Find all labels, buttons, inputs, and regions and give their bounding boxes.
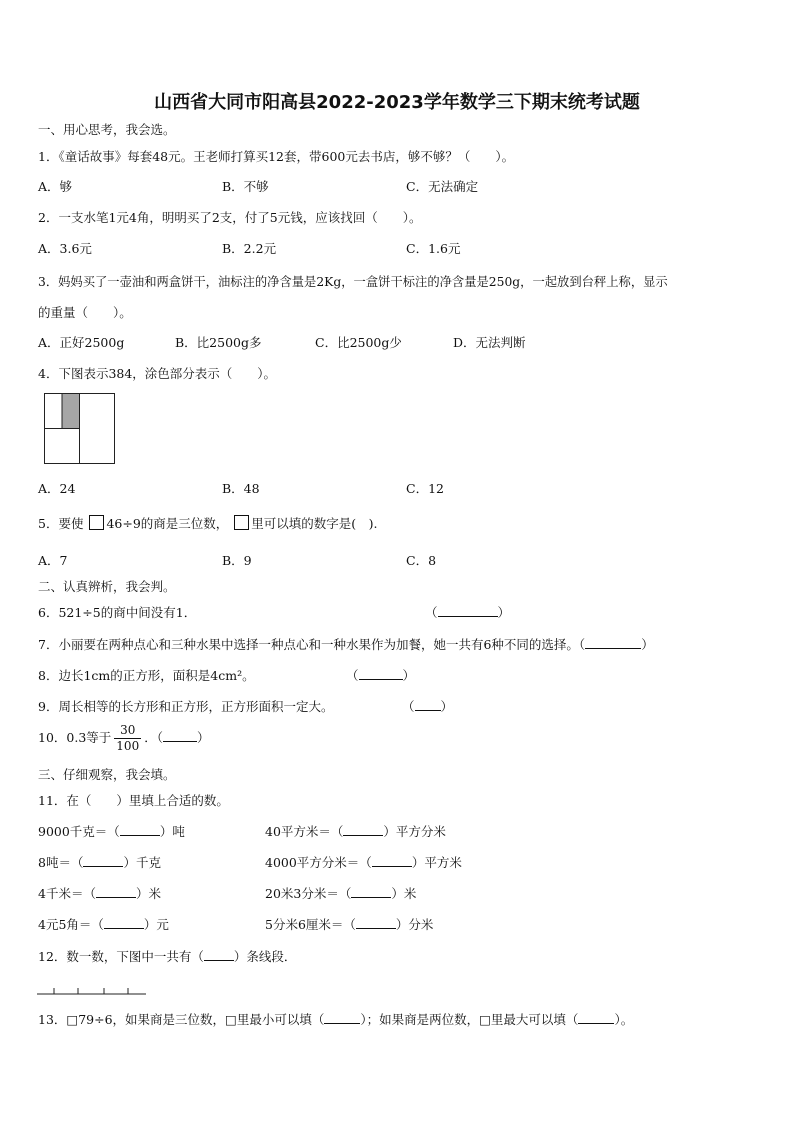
fraction: $\frac{30}{100}$	[116, 723, 140, 753]
section-3-heading: 三、仔细观察，我会填。	[38, 767, 176, 782]
blank-box[interactable]	[234, 515, 249, 530]
q13-blank-1[interactable]	[324, 1011, 360, 1024]
question-8: 8．边长1cm的正方形，面积是4cm²。	[38, 668, 255, 683]
q2-option-a[interactable]: A．3.6元	[38, 241, 92, 256]
q4-option-a[interactable]: A．24	[38, 481, 76, 496]
q1-option-b[interactable]: B．不够	[222, 179, 269, 194]
q1-option-c[interactable]: C．无法确定	[406, 179, 479, 194]
q3-option-a[interactable]: A．正好2500g	[38, 335, 125, 350]
q7-answer-blank[interactable]: （ ）	[578, 637, 654, 652]
q11-item: 4千米＝（ ）米	[38, 886, 161, 901]
q11-item: 4000平方分米＝（ ）平方米	[265, 855, 462, 870]
q3-option-d[interactable]: D．无法判断	[453, 335, 526, 350]
q4-option-b[interactable]: B．48	[222, 481, 260, 496]
q11-item: 20米3分米＝（ ）米	[265, 886, 417, 901]
q10-answer-blank[interactable]	[163, 729, 197, 742]
answer-blank[interactable]	[343, 823, 383, 836]
q11-item: 40平方米＝（ ）平方分米	[265, 824, 446, 839]
question-4: 4．下图表示384，涂色部分表示（ ）。	[38, 366, 277, 381]
section-2-heading: 二、认真辨析，我会判。	[38, 579, 176, 594]
question-9: 9．周长相等的长方形和正方形，正方形面积一定大。	[38, 699, 334, 714]
answer-blank[interactable]	[104, 916, 144, 929]
q5-option-b[interactable]: B．9	[222, 553, 252, 568]
q9-answer-blank[interactable]: （ ）	[402, 699, 454, 714]
q4-option-c[interactable]: C．12	[406, 481, 444, 496]
question-2: 2．一支水笔1元4角，明明买了2支，付了5元钱，应该找回（ ）。	[38, 210, 422, 225]
q12-answer-blank[interactable]	[204, 948, 234, 961]
question-3-line-1: 3．妈妈买了一壶油和两盒饼干，油标注的净含量是2Kg，一盒饼干标注的净含量是250g，一起放到台秤上称，显示	[38, 275, 668, 289]
answer-blank[interactable]	[83, 854, 123, 867]
question-13: 13．□79÷6，如果商是三位数，□里最小可以填（ ）；如果商是两位数，□里最大可以填（ ）。	[38, 1012, 634, 1027]
q5-option-a[interactable]: A．7	[38, 553, 68, 568]
q2-option-b[interactable]: B．2.2元	[222, 241, 277, 256]
q6-answer-blank[interactable]: （ ）	[425, 605, 511, 620]
q8-answer-blank[interactable]: （ ）	[346, 668, 416, 683]
section-1-heading: 一、用心思考，我会选。	[38, 122, 176, 137]
q11-item: 9000千克＝（ ）吨	[38, 824, 185, 839]
shaded-part	[62, 394, 79, 429]
shaded-grid-figure	[44, 393, 115, 464]
q13-blank-2[interactable]	[578, 1011, 614, 1024]
question-10: 10．0.3等于 $\frac{30}{100}$ ．（ ）	[38, 723, 210, 753]
q11-item: 4元5角＝（ ）元	[38, 917, 169, 932]
question-11: 11．在（ ）里填上合适的数。	[38, 793, 229, 808]
answer-blank[interactable]	[356, 916, 396, 929]
answer-blank[interactable]	[351, 885, 391, 898]
question-3-line-2: 的重量（ ）。	[38, 305, 132, 320]
line-segment-figure	[36, 984, 148, 998]
q3-option-b[interactable]: B．比2500g多	[175, 335, 262, 350]
question-12: 12．数一数，下图中一共有（ ）条线段．	[38, 949, 297, 964]
q2-option-c[interactable]: C．1.6元	[406, 241, 461, 256]
answer-blank[interactable]	[120, 823, 160, 836]
question-7: 7．小丽要在两种点心和三种水果中选择一种点心和一种水果作为加餐，她一共有6种不同的选择。（ ）	[38, 637, 654, 652]
answer-blank[interactable]	[96, 885, 136, 898]
answer-blank[interactable]	[372, 854, 412, 867]
q11-item: 8吨＝（ ）千克	[38, 855, 161, 870]
question-6: 6．521÷5的商中间没有1．	[38, 605, 197, 620]
q1-option-a[interactable]: A．够	[38, 179, 73, 194]
question-5: 5．要使 46÷9的商是三位数， 里可以填的数字是( ).	[38, 516, 378, 531]
page-title: 山西省大同市阳高县2022-2023学年数学三下期末统考试题	[154, 92, 640, 113]
q3-option-c[interactable]: C．比2500g少	[315, 335, 402, 350]
blank-box[interactable]	[89, 515, 104, 530]
q11-item: 5分米6厘米＝（ ）分米	[265, 917, 434, 932]
q5-option-c[interactable]: C．8	[406, 553, 437, 568]
question-1: 1．《童话故事》每套48元。王老师打算买12套，带600元去书店，够不够？（ ）。	[38, 149, 515, 164]
